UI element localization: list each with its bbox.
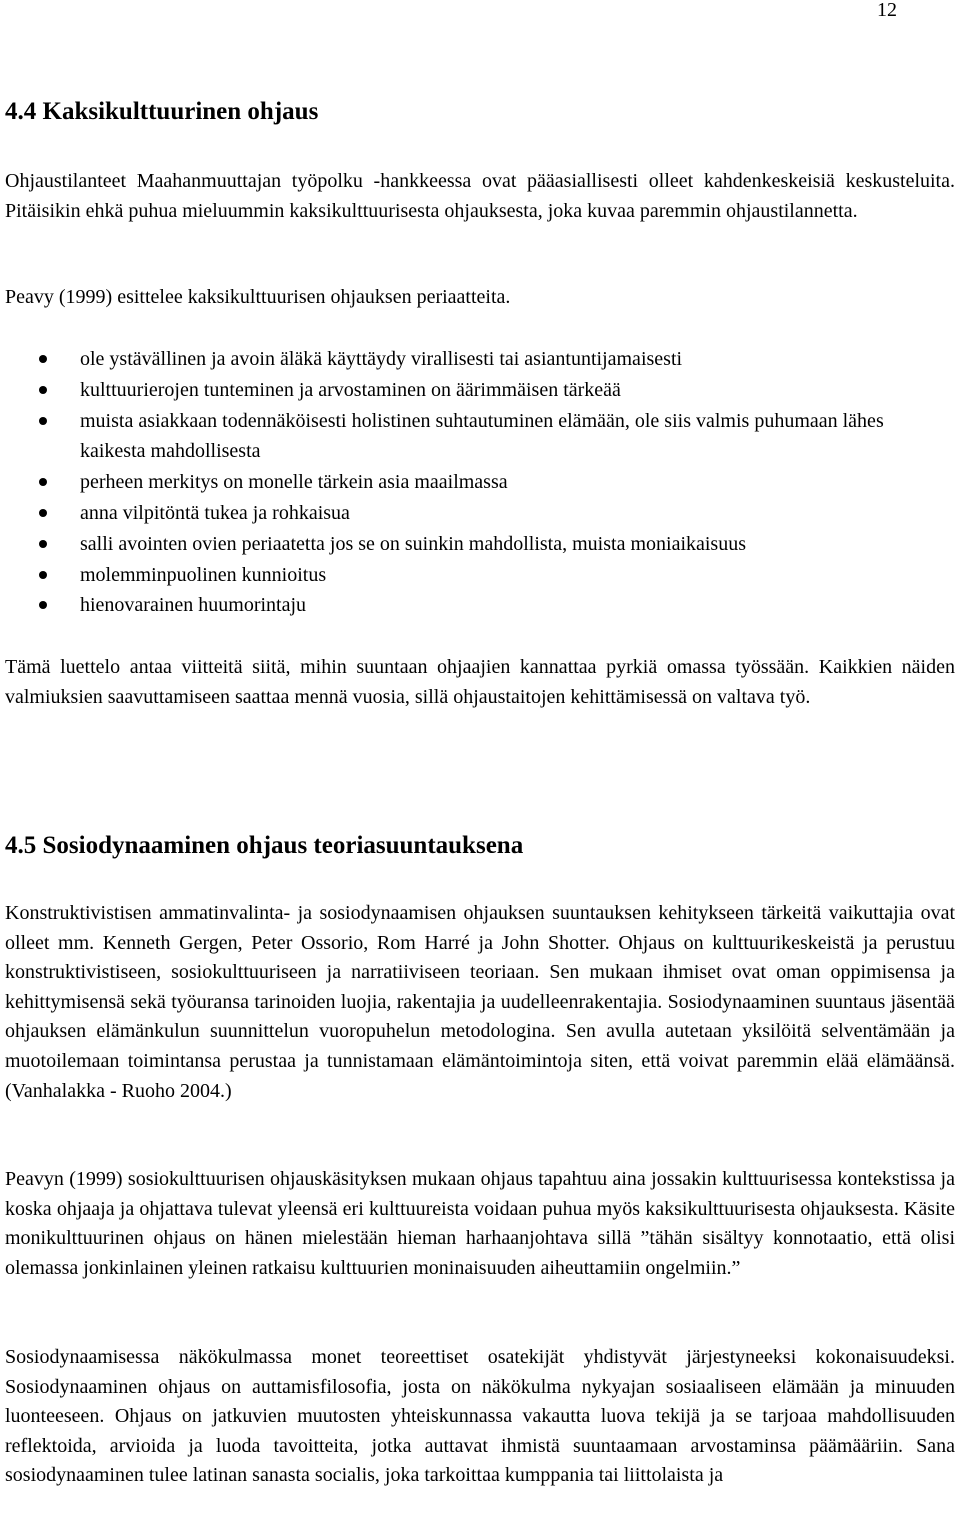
bullet-icon	[39, 571, 47, 579]
list-item	[0, 375, 960, 406]
list-item	[0, 344, 960, 375]
paragraph-peavy: Peavyn (1999) sosiokulttuurisen ohjauskäsityksen mukaan ohjaus tapahtuu aina jossakin kulttuurisessa kontekstissa ja koska ohjaaja ja ohjattava tulevat yleensä eri kulttuureista voidaan puhua myös kaksikulttuurisesta ohjauksesta. Käsite monikulttuurinen ohjaus on hänen mielestään hieman harhaanjohtava sillä ”tähän sisältyy konnotaatio, että olisi olemassa jonkinlainen yleinen ratkaisu kulttuurien moninaisuuden aiheuttamiin ongelmiin.”	[5, 1168, 955, 1279]
list-item	[0, 590, 960, 621]
list-item-text: kulttuurierojen tunteminen ja arvostaminen on äärimmäisen tärkeää	[80, 378, 621, 401]
section-heading-4-5: 4.5 Sosiodynaaminen ohjaus teoriasuuntauksena	[5, 832, 524, 859]
paragraph-lead: Peavy (1999) esittelee kaksikulttuurisen ohjauksen periaatteita.	[5, 286, 511, 308]
bullet-icon	[39, 601, 47, 609]
paragraph-sociodynamic: Sosiodynaamisessa näkökulmassa monet teoreettiset osatekijät yhdistyvät järjestyneeksi kokonaisuudeksi. Sosiodynaaminen ohjaus on auttamisfilosofia, josta on näkökulma nykyajan sosiaaliseen elämään ja minuuden luonteeseen. Ohjaus on jatkuvien muutosten yhteiskunnassa vakautta luova tekijä ja se tarjoaa mahdollisuuden reflektoida, arvioida ja luoda tavoitteita, jotka auttavat ihmistä suuntaamaan arvostaminsa päämääriin. Sana sosiodynaaminen tulee latinan sanasta socialis, joka tarkoittaa kumppania tai liittolaista ja	[5, 1346, 955, 1487]
list-item	[0, 560, 960, 591]
list-item-text: molemminpuolinen kunnioitus	[80, 563, 327, 586]
list-item	[0, 406, 960, 468]
bullet-icon	[39, 386, 47, 394]
list-item-text: anna vilpitöntä tukea ja rohkaisua	[80, 501, 350, 524]
bullet-icon	[39, 540, 47, 548]
paragraph-constructivist: Konstruktivistisen ammatinvalinta- ja sosiodynaamisen ohjauksen suuntauksen kehitykseen tärkeitä vaikuttajia ovat olleet mm. Kenneth Gergen, Peter Ossorio, Rom Harré ja John Shotter. Ohjaus on kulttuurikeskeistä ja perustuu konstruktivistiseen, sosiokulttuuriseen ja narratiiviseen teoriaan. Sen mukaan ihmiset ovat oman oppimisensa ja kehittymisensä sekä työuransa tarinoiden luojia, rakentajia ja uudelleenrakentajia. Sosiodynaaminen suuntaus jäsentää ohjauksen elämänkulun suunnittelun vuoropuhelun metodologina. Sen avulla autetaan yksilöitä selventämään ja muotoilemaan toimintansa perustaa ja tunnistamaan elämäntoimintoja siten, että voivat paremmin elää elämäänsä. (Vanhalakka - Ruoho 2004.)	[5, 902, 955, 1102]
list-item-text: muista asiakkaan todennäköisesti holistinen suhtautuminen elämään, ole siis valmis puhumaan lähes kaikesta mahdollisesta	[80, 409, 884, 463]
paragraph-conclusion: Tämä luettelo antaa viitteitä siitä, mihin suuntaan ohjaajien kannattaa pyrkiä omassa työssään. Kaikkien näiden valmiuksien saavuttamiseen saattaa mennä vuosia, sillä ohjaustaitojen kehittämisessä on valtava työ.	[5, 656, 955, 708]
list-item	[0, 498, 960, 529]
bullet-icon	[39, 478, 47, 486]
list-item-text: salli avointen ovien periaatetta jos se on suinkin mahdollista, muista moniaikaisuus	[80, 532, 746, 555]
list-item-text: hienovarainen huumorintaju	[80, 594, 307, 617]
paragraph-intro: Ohjaustilanteet Maahanmuuttajan työpolku -hankkeessa ovat pääasiallisesti olleet kahdenkeskeisiä keskusteluita. Pitäisikin ehkä puhua mieluummin kaksikulttuurisesta ohjauksesta, joka kuvaa paremmin ohjaustilannetta.	[5, 170, 955, 222]
page-number: 12	[877, 0, 897, 21]
bullet-icon	[39, 417, 47, 425]
bullet-icon	[39, 509, 47, 517]
list-item	[0, 529, 960, 560]
principles-list	[0, 344, 960, 621]
section-heading-4-4: 4.4 Kaksikulttuurinen ohjaus	[5, 98, 319, 125]
list-item-text: ole ystävällinen ja avoin äläkä käyttäydy virallisesti tai asiantuntijamaisesti	[80, 348, 683, 370]
bullet-icon	[39, 355, 47, 363]
list-item	[0, 467, 960, 498]
list-item-text: perheen merkitys on monelle tärkein asia maailmassa	[80, 471, 508, 494]
